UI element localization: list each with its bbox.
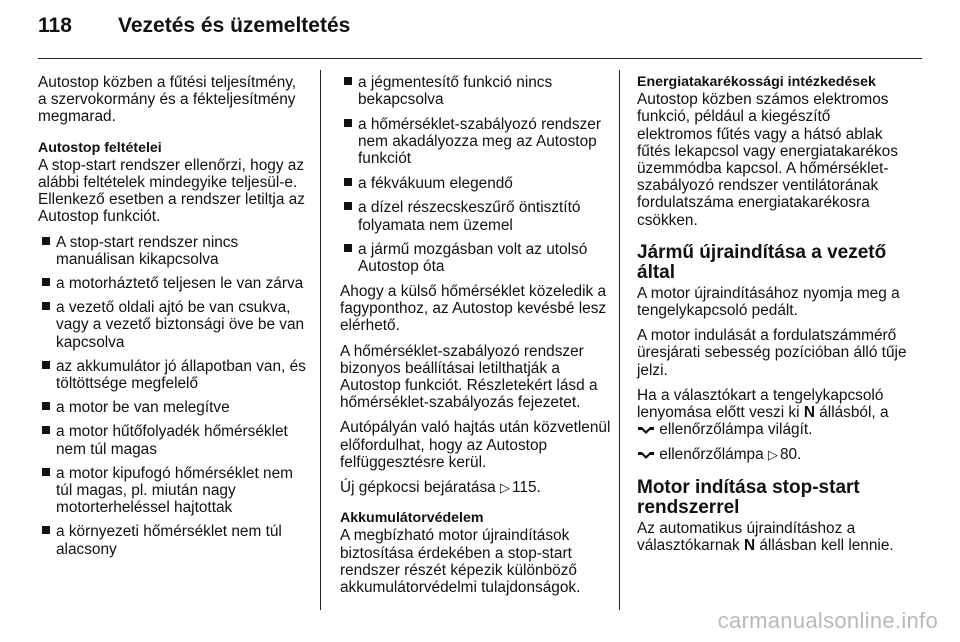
bullet-icon <box>344 119 352 127</box>
stop-start-lamp-icon <box>637 425 655 435</box>
list-item: a jégmentesítő funkció nincs bekapcsolva <box>340 74 612 108</box>
section-heading-large: Jármű újraindítása a vezető által <box>637 241 887 283</box>
body-paragraph: Ahogy a külső hőmérséklet közeledik a fagyponthoz, az Autostop kevésbé lesz elérhető. <box>340 282 607 335</box>
reference-paragraph: Új gépkocsi bejáratása ▷ 115. <box>340 479 541 497</box>
page-number: 118 <box>38 14 72 37</box>
reference-arrow-icon: ▷ <box>499 480 510 496</box>
bullet-icon <box>42 237 50 245</box>
bullet-icon <box>344 244 352 252</box>
body-paragraph: A stop-start rendszer ellenőrzi, hogy az alábbi feltételek mindegyike teljesül-e. Ellenkező esetben a rendszer letiltja az Autostop funkciót. <box>38 156 305 226</box>
column-1 <box>38 74 308 565</box>
bullet-icon <box>42 361 50 369</box>
page-header <box>38 14 350 54</box>
column-divider <box>320 70 321 610</box>
bullet-icon <box>42 402 50 410</box>
list-item: a motor hűtőfolyadék hőmérséklet nem túl magas <box>38 423 308 457</box>
page-reference-link[interactable]: 80. <box>779 446 802 464</box>
bullet-icon <box>344 77 352 85</box>
list-item: A stop-start rendszer nincs manuálisan kikapcsolva <box>38 234 308 268</box>
column-2 <box>340 74 612 604</box>
intro-paragraph: Autostop közben a fűtési teljesítmény, a szervokormány és a fékteljesítmény megmarad. <box>38 74 297 126</box>
body-paragraph: Autópályán való hajtás után közvetlenül előfordulhat, hogy az Autostop felfüggesztésre kerül. <box>340 419 611 471</box>
section-heading-large: Motor indítása stop-start rendszerrel <box>637 476 860 518</box>
watermark: carmanualsonline.info <box>717 608 938 633</box>
section-heading: Autostop feltételei <box>38 139 162 156</box>
column-divider <box>619 70 620 610</box>
bullet-icon <box>42 426 50 434</box>
list-item: a vezető oldali ajtó be van csukva, vagy a vezető biztonsági öve be van kapcsolva <box>38 299 308 351</box>
list-item: a motorháztető teljesen le van zárva <box>38 275 308 292</box>
bullet-icon <box>42 468 50 476</box>
column-3 <box>637 74 907 562</box>
body-paragraph: Ha a választókart a tengelykapcsoló lenyomása előtt veszi ki N állásból, a ellenőrzőlámpa világít. <box>637 386 889 439</box>
bullet-icon <box>42 526 50 534</box>
list-item: a dízel részecskeszűrő öntisztító folyamata nem üzemel <box>340 199 612 233</box>
header-rule <box>38 58 922 59</box>
list-item: a jármű mozgásban volt az utolsó Autostop óta <box>340 241 612 275</box>
bullet-icon <box>344 202 352 210</box>
list-item: a hőmérséklet-szabályozó rendszer nem akadályozza meg az Autostop funkciót <box>340 116 612 168</box>
body-paragraph: Autostop közben számos elektromos funkció, például a kiegészítő elektromos fűtés vagy a hátsó ablak fűtés lekapcsol vagy energiatakarékos üzemmódba kapcsol. A hőmérséklet-szabályozó rendszer ventilátorának fordulatszáma energiatakarékosra csökken. <box>637 91 898 229</box>
stop-start-lamp-icon <box>637 450 655 460</box>
list-item: a környezeti hőmérséklet nem túl alacsony <box>38 523 308 557</box>
section-heading: Akkumulátorvédelem <box>340 510 484 527</box>
list-item: a motor be van melegítve <box>38 399 308 416</box>
page-reference-link[interactable]: 115. <box>511 479 541 497</box>
body-paragraph: A megbízható motor újraindítások biztosítása érdekében a stop-start rendszer részét képezik különböző akkumulátorvédelmi tulajdonságok. <box>340 527 581 597</box>
body-paragraph: A hőmérséklet-szabályozó rendszer bizonyos beállításai letilthatják a Autostop funkciót. Részletekért lásd a hőmérséklet-szabályozás fejezetet. <box>340 342 598 412</box>
list-item: a fékvákuum elegendő <box>340 175 612 192</box>
page-title: Vezetés és üzemeltetés <box>118 14 351 37</box>
reference-arrow-icon: ▷ <box>767 447 778 463</box>
section-heading: Energiatakarékossági intézkedések <box>637 74 876 90</box>
condition-list-continued <box>340 74 612 276</box>
body-paragraph: A motor indulását a fordulatszámmérő üresjárati sebesség pozícióban álló tűje jelzi. <box>637 327 907 379</box>
reference-paragraph: ellenőrzőlámpa ▷ 80. <box>637 446 907 463</box>
body-paragraph: Az automatikus újraindításhoz a választókarnak N állásban kell lennie. <box>637 519 894 554</box>
bullet-icon <box>344 178 352 186</box>
bullet-icon <box>42 302 50 310</box>
condition-list <box>38 234 308 558</box>
list-item: az akkumulátor jó állapotban van, és töltöttsége megfelelő <box>38 358 308 392</box>
body-paragraph: A motor újraindításához nyomja meg a tengelykapcsoló pedált. <box>637 284 900 320</box>
list-item: a motor kipufogó hőmérséklet nem túl magas, pl. miután nagy motorterheléssel hajtottak <box>38 465 308 517</box>
bullet-icon <box>42 278 50 286</box>
